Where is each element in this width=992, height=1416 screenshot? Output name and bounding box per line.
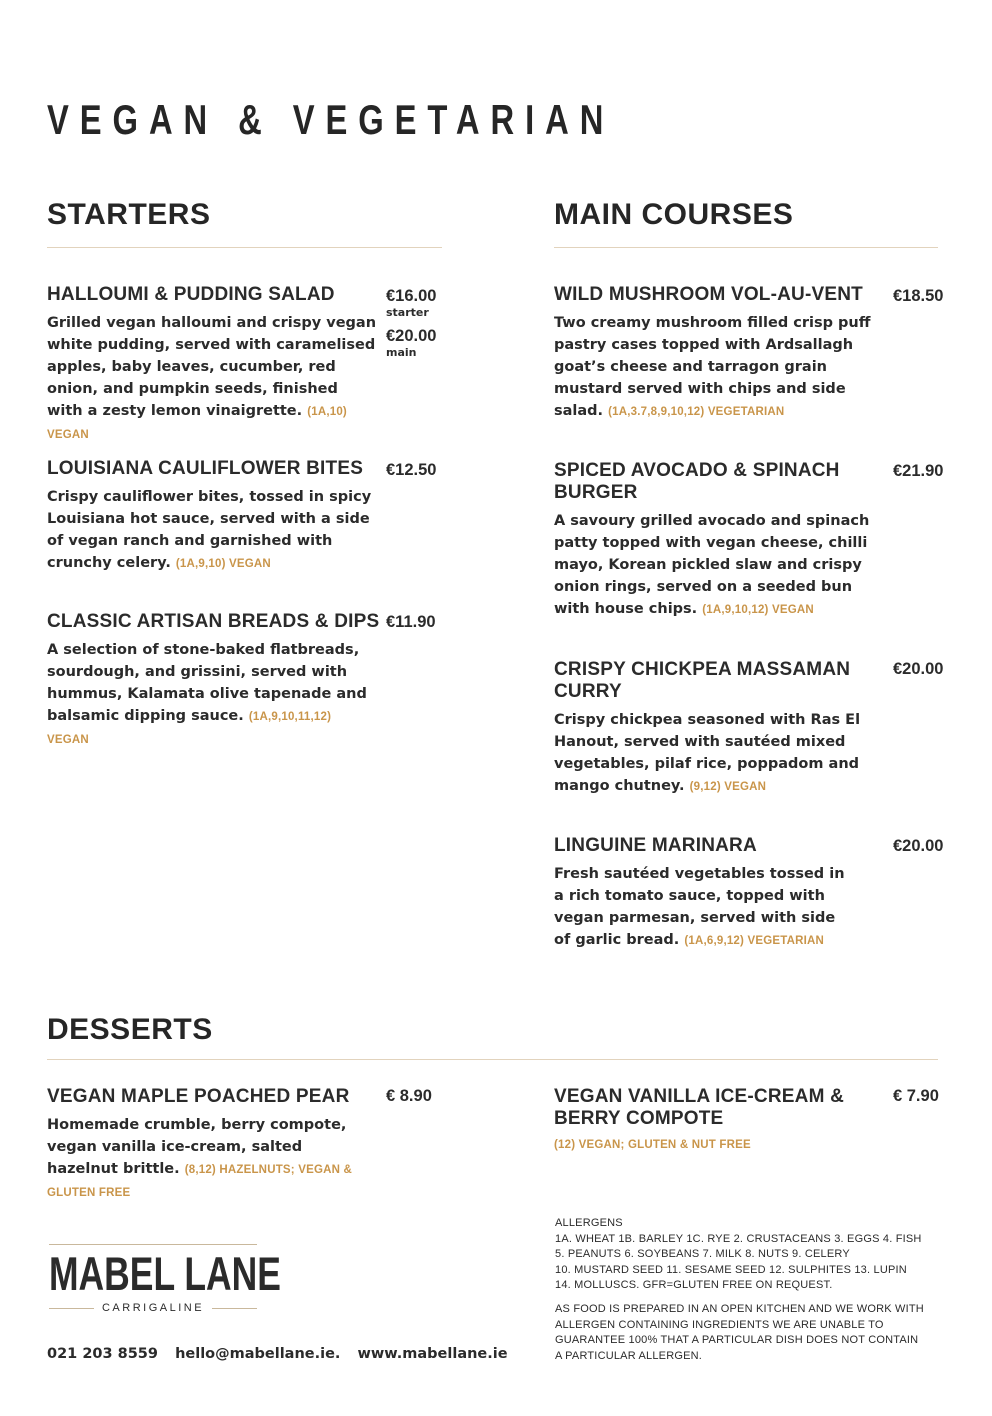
contact-email[interactable]: hello@mabellane.ie.	[175, 1346, 341, 1362]
menu-item-breads	[47, 611, 380, 751]
item-allergens: (12) VEGAN; GLUTEN & NUT FREE	[554, 1139, 751, 1151]
item-price-secondary: €20.00	[386, 327, 437, 345]
item-name: CRISPY CHICKPEA MASSAMAN CURRY	[554, 659, 851, 702]
item-description-text: Homemade crumble, berry compote, vegan vanilla ice-cream, salted hazelnut brittle.	[47, 1117, 347, 1177]
logo-subline	[49, 1302, 257, 1314]
item-allergens: (1A,9,10,12) VEGAN	[702, 604, 814, 616]
menu-item-massaman-curry	[554, 659, 884, 798]
logo-top-line	[49, 1244, 257, 1245]
item-description-text: Two creamy mushroom filled crisp puff pastry cases topped with Ardsallagh goat’s cheese and tarragon grain mustard served with chips and side salad.	[554, 315, 871, 419]
item-name: LOUISIANA CAULIFLOWER BITES	[47, 458, 364, 479]
allergen-legend-heading: ALLERGENS	[555, 1217, 623, 1229]
mains-divider	[554, 247, 938, 248]
item-price: €12.50	[386, 461, 437, 479]
item-price: €21.90	[893, 462, 944, 480]
starters-heading: STARTERS	[47, 198, 211, 231]
contact-phone[interactable]: 021 203 8559	[47, 1346, 158, 1362]
item-name: HALLOUMI & PUDDING SALAD	[47, 284, 335, 305]
item-description	[47, 312, 377, 446]
allergen-legend-line: 5. PEANUTS 6. SOYBEANS 7. MILK 8. NUTS 9. CELERY	[555, 1248, 850, 1260]
item-price-note: starter	[386, 306, 429, 319]
logo-location: CARRIGALINE	[101, 1302, 205, 1314]
item-allergens: (1A,9,10) VEGAN	[175, 558, 271, 570]
item-name: LINGUINE MARINARA	[554, 835, 757, 856]
item-description	[47, 486, 377, 575]
item-price: €20.00	[893, 660, 944, 678]
item-allergens: (1A,10) VEGAN	[47, 406, 347, 441]
logo-wordmark: MABEL LANE	[49, 1247, 281, 1300]
mains-heading: MAIN COURSES	[554, 198, 794, 231]
item-description	[47, 1114, 367, 1204]
menu-item-avocado-burger	[554, 460, 879, 621]
item-description	[554, 312, 884, 423]
item-description	[554, 510, 879, 621]
item-description-text: Crispy chickpea seasoned with Ras El Hanout, served with sautéed mixed vegetables, pilaf rice, poppadom and mango chutney.	[554, 712, 861, 794]
logo-line-right	[212, 1308, 257, 1309]
allergen-legend-line: 1A. WHEAT 1B. BARLEY 1C. RYE 2. CRUSTACEANS 3. EGGS 4. FISH	[555, 1232, 922, 1245]
item-allergens: (1A,9,10,11,12) VEGAN	[47, 711, 332, 746]
menu-item-linguine	[554, 835, 854, 952]
item-price: €20.00	[893, 837, 944, 855]
item-description-text: Grilled vegan halloumi and crispy vegan white pudding, served with caramelised apples, baby leaves, cucumber, red onion, and pumpkin seeds, finished with a zesty lemon vinaigrette.	[47, 315, 377, 419]
item-allergens: (9,12) VEGAN	[689, 781, 767, 793]
desserts-divider	[47, 1059, 938, 1060]
allergen-legend	[555, 1216, 935, 1294]
item-description-text: A selection of stone-baked flatbreads, sourdough, and grissini, served with hummus, Kalamata olive tapenade and balsamic dipping sauce.	[47, 642, 367, 724]
contact-website[interactable]: www.mabellane.ie	[357, 1346, 508, 1362]
item-price: €11.90	[386, 613, 436, 631]
item-allergens: (8,12) HAZELNUTS; VEGAN & GLUTEN FREE	[47, 1164, 353, 1199]
brand-logo	[49, 1244, 281, 1316]
item-name: WILD MUSHROOM VOL-AU-VENT	[554, 284, 863, 305]
menu-item-poached-pear	[47, 1086, 377, 1204]
desserts-heading: DESSERTS	[47, 1013, 213, 1046]
allergen-disclaimer: AS FOOD IS PREPARED IN AN OPEN KITCHEN AND WE WORK WITH ALLERGEN CONTAINING INGREDIENTS WE ARE UNABLE TO GUARANTEE 100% THAT A PARTICULAR DISH DOES NOT CONTAIN A PARTICULAR ALLERGEN.	[555, 1303, 924, 1362]
contact-bar	[47, 1346, 520, 1362]
item-name: CLASSIC ARTISAN BREADS & DIPS	[47, 611, 380, 632]
item-description-text: Crispy cauliflower bites, tossed in spicy Louisiana hot sauce, served with a side of vegan ranch and garnished with crunchy celery.	[47, 489, 372, 571]
menu-item-vanilla-ice-cream	[554, 1086, 864, 1151]
page-title: VEGAN & VEGETARIAN	[47, 96, 615, 143]
logo-line-left	[49, 1308, 94, 1309]
item-name: VEGAN MAPLE POACHED PEAR	[47, 1086, 350, 1107]
item-description	[554, 863, 852, 952]
starters-divider	[47, 247, 442, 248]
menu-item-cauliflower	[47, 458, 377, 575]
item-price: €16.00	[386, 287, 437, 305]
item-name: VEGAN VANILLA ICE-CREAM & BERRY COMPOTE	[554, 1086, 844, 1129]
item-price: € 8.90	[386, 1087, 432, 1105]
item-description	[554, 709, 884, 798]
item-description-text: Fresh sautéed vegetables tossed in a rich tomato sauce, topped with vegan parmesan, served with side of garlic bread.	[554, 866, 845, 948]
item-price-secondary-note: main	[386, 346, 417, 359]
item-price: € 7.90	[893, 1087, 939, 1105]
item-allergens: (1A,3.7,8,9,10,12) VEGETARIAN	[608, 406, 785, 418]
item-name: SPICED AVOCADO & SPINACH BURGER	[554, 460, 840, 503]
allergen-legend-line: 14. MOLLUSCS. GFR=GLUTEN FREE ON REQUEST.	[555, 1279, 833, 1291]
allergen-legend-line: 10. MUSTARD SEED 11. SESAME SEED 12. SULPHITES 13. LUPIN	[555, 1263, 907, 1276]
item-allergens: (1A,6,9,12) VEGETARIAN	[684, 935, 824, 947]
item-price: €18.50	[893, 287, 944, 305]
item-description-text: A savoury grilled avocado and spinach patty topped with vegan cheese, chilli mayo, Korean pickled slaw and crispy onion rings, served on a seeded bun with house chips.	[554, 513, 870, 617]
item-description	[47, 639, 367, 751]
item-price-block	[386, 287, 436, 359]
menu-item-vol-au-vent	[554, 284, 884, 423]
